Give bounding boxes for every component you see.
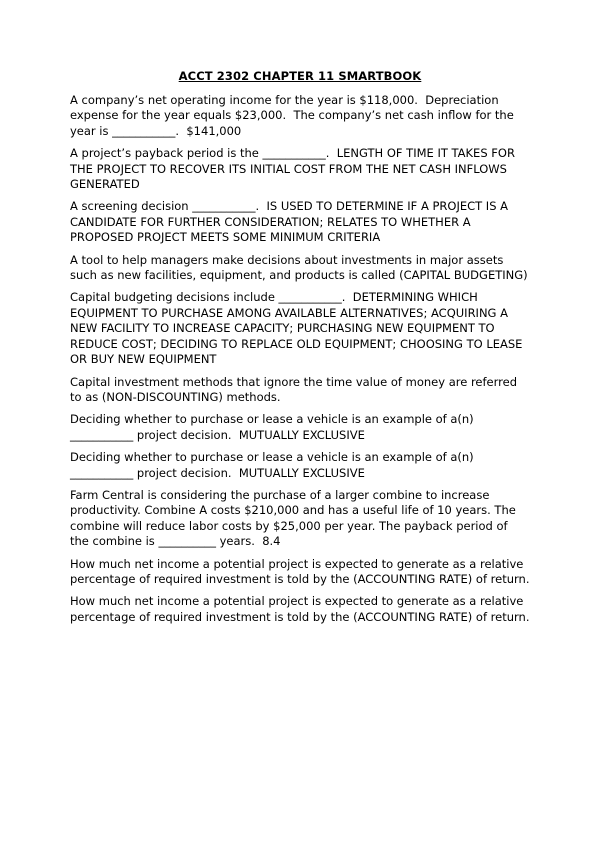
question-paragraph: Deciding whether to purchase or lease a vehicle is an example of a(n) ___________ project decision. MUTUALLY EXCLUSIVE [70, 412, 478, 442]
question-paragraph: A tool to help managers make decisions about investments in major assets such as new facilities, equipment, and products is called (CAPITAL BUDGETING) [70, 252, 528, 283]
document-page [70, 68, 530, 632]
question-paragraph: Capital investment methods that ignore the time value of money are referred to as (NON-DISCOUNTING) methods. [70, 374, 521, 404]
question-paragraph: How much net income a potential project is expected to generate as a relative percentage of required investment is told by the (ACCOUNTING RATE) of return. [70, 556, 530, 586]
question-paragraph: A company’s net operating income for the year is $118,000. Depreciation expense for the year equals $23,000. The company’s net cash inflow for the year is ___________. $141,000 [70, 93, 518, 138]
question-paragraph: Deciding whether to purchase or lease a vehicle is an example of a(n) ___________ project decision. MUTUALLY EXCLUSIVE [70, 450, 478, 480]
document-title: ACCT 2302 CHAPTER 11 SMARTBOOK [178, 69, 422, 83]
question-paragraph: Farm Central is considering the purchase of a larger combine to increase productivity. Combine A costs $210,000 and has a useful life of 10 years. The combine will reduce labor costs by $25,000 per year. The payback period of the combine is __________ years. 8.4 [70, 487, 520, 549]
question-paragraph: A project’s payback period is the ___________. LENGTH OF TIME IT TAKES FOR THE PROJECT TO RECOVER ITS INITIAL COST FROM THE NET CASH INFLOWS GENERATED [70, 146, 519, 192]
question-paragraph: A screening decision ___________. IS USED TO DETERMINE IF A PROJECT IS A CANDIDATE FOR FURTHER CONSIDERATION; RELATES TO WHETHER A PROPOSED PROJECT MEETS SOME MINIMUM CRITERIA [70, 199, 512, 245]
question-paragraph: Capital budgeting decisions include ___________. DETERMINING WHICH EQUIPMENT TO PURCHASE AMONG AVAILABLE ALTERNATIVES; ACQUIRING A NEW FACILITY TO INCREASE CAPACITY; PURCHASING NEW EQUIPMENT TO REDUCE COST; DECIDING TO REPLACE OLD EQUIPMENT; CHOOSING TO LEASE OR BUY NEW EQUIPMENT [70, 290, 527, 367]
question-list [70, 93, 530, 625]
question-paragraph: How much net income a potential project is expected to generate as a relative percentage of required investment is told by the (ACCOUNTING RATE) of return. [70, 594, 530, 624]
